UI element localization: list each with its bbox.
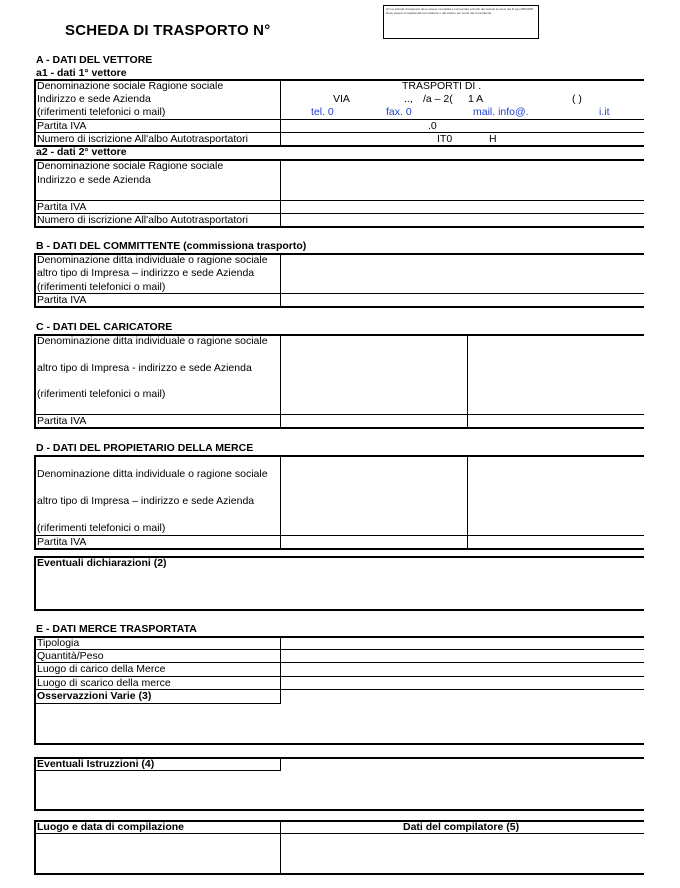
section-c-heading: C - DATI DEL CARICATORE bbox=[36, 321, 173, 333]
c-address-label: altro tipo di Impresa - indirizzo e sede Azienda bbox=[37, 362, 252, 374]
place-date-label: Luogo e data di compilazione bbox=[37, 821, 185, 833]
a1-register-label: Numero di iscrizione All'albo Autotrasportatori bbox=[37, 133, 248, 145]
a1-name-value[interactable]: TRASPORTI DI . bbox=[402, 80, 482, 92]
a1-mail[interactable]: mail. info@. bbox=[473, 106, 529, 118]
a2-address-label: Indirizzo e sede Azienda bbox=[37, 174, 151, 186]
d-vat-label: Partita IVA bbox=[37, 536, 87, 548]
e-unload-label: Luogo di scarico della merce bbox=[37, 677, 171, 689]
e-load-label: Luogo di carico della Merce bbox=[37, 663, 166, 675]
d-name-label: Denominazione ditta individuale o ragione sociale bbox=[37, 468, 268, 480]
a1-tel[interactable]: tel. 0 bbox=[311, 106, 334, 118]
a1-addr-prov[interactable]: ( ) bbox=[572, 93, 582, 105]
a1-addr-mid[interactable]: .., bbox=[404, 93, 413, 105]
section-d-heading: D - DATI DEL PROPIETARIO DELLA MERCE bbox=[36, 442, 254, 454]
a1-contacts-label: (riferimenti telefonici o mail) bbox=[37, 106, 166, 118]
d-contacts-label: (riferimenti telefonici o mail) bbox=[37, 522, 166, 534]
b-name-label: Denominazione ditta individuale o ragione sociale bbox=[37, 254, 268, 266]
notes-box bbox=[383, 5, 539, 39]
page-title: SCHEDA DI TRASPORTO N° bbox=[65, 22, 271, 39]
a1-mail-end[interactable]: i.it bbox=[599, 106, 610, 118]
a1-register-b[interactable]: H bbox=[489, 133, 497, 145]
e-type-label: Tipologia bbox=[37, 637, 80, 649]
c-name-label: Denominazione ditta individuale o ragione sociale bbox=[37, 335, 268, 347]
a1-vat-value[interactable]: .0 bbox=[428, 120, 437, 132]
b-vat-label: Partita IVA bbox=[37, 294, 87, 306]
a2-vat-label: Partita IVA bbox=[37, 201, 87, 213]
a1-addr-via[interactable]: VIA bbox=[333, 93, 350, 105]
a2-register-label: Numero di iscrizione All'albo Autotrasportatori bbox=[37, 214, 248, 226]
a1-address-label: Indirizzo e sede Azienda bbox=[37, 93, 151, 105]
e-instructions-label: Eventuali Istruzzioni (4) bbox=[37, 758, 155, 770]
c-contacts-label: (riferimenti telefonici o mail) bbox=[37, 388, 166, 400]
b-address-label: altro tipo di Impresa – indirizzo e sede Azienda bbox=[37, 267, 255, 279]
a1-vat-label: Partita IVA bbox=[37, 120, 87, 132]
e-notes-label: Osservazzioni Varie (3) bbox=[37, 690, 152, 702]
d-address-label: altro tipo di Impresa – indirizzo e sede Azienda bbox=[37, 495, 255, 507]
a2-heading: a2 - dati 2° vettore bbox=[36, 146, 127, 158]
a2-name-label: Denominazione sociale Ragione sociale bbox=[37, 160, 224, 172]
compiler-label: Dati del compilatore (5) bbox=[403, 821, 520, 833]
a1-fax[interactable]: fax. 0 bbox=[386, 106, 412, 118]
a1-name-label: Denominazione sociale Ragione sociale bbox=[37, 80, 224, 92]
a1-register-a[interactable]: IT0 bbox=[437, 133, 453, 145]
section-b-heading: B - DATI DEL COMMITTENTE (commissiona trasporto) bbox=[36, 240, 307, 252]
a1-addr-num[interactable]: 1 A bbox=[468, 93, 484, 105]
section-e-heading: E - DATI MERCE TRASPORTATA bbox=[36, 623, 197, 635]
c-vat-label: Partita IVA bbox=[37, 415, 87, 427]
a1-addr-city[interactable]: /a – 2( bbox=[423, 93, 453, 105]
section-a-heading: A - DATI DEL VETTORE bbox=[36, 54, 153, 66]
a1-heading: a1 - dati 1° vettore bbox=[36, 67, 127, 79]
b-contacts-label: (riferimenti telefonici o mail) bbox=[37, 281, 166, 293]
e-qty-label: Quantità/Peso bbox=[37, 650, 104, 662]
notes-text: (1) La scheda di trasporto deve essere compilata e conservata a bordo del veicolo ai sensi del D.Lgs 286/2005. Deve essere compilata dal committente o dal vettore per conto del committente. bbox=[386, 8, 534, 15]
d-declarations-label: Eventuali dichiarazioni (2) bbox=[37, 557, 167, 569]
